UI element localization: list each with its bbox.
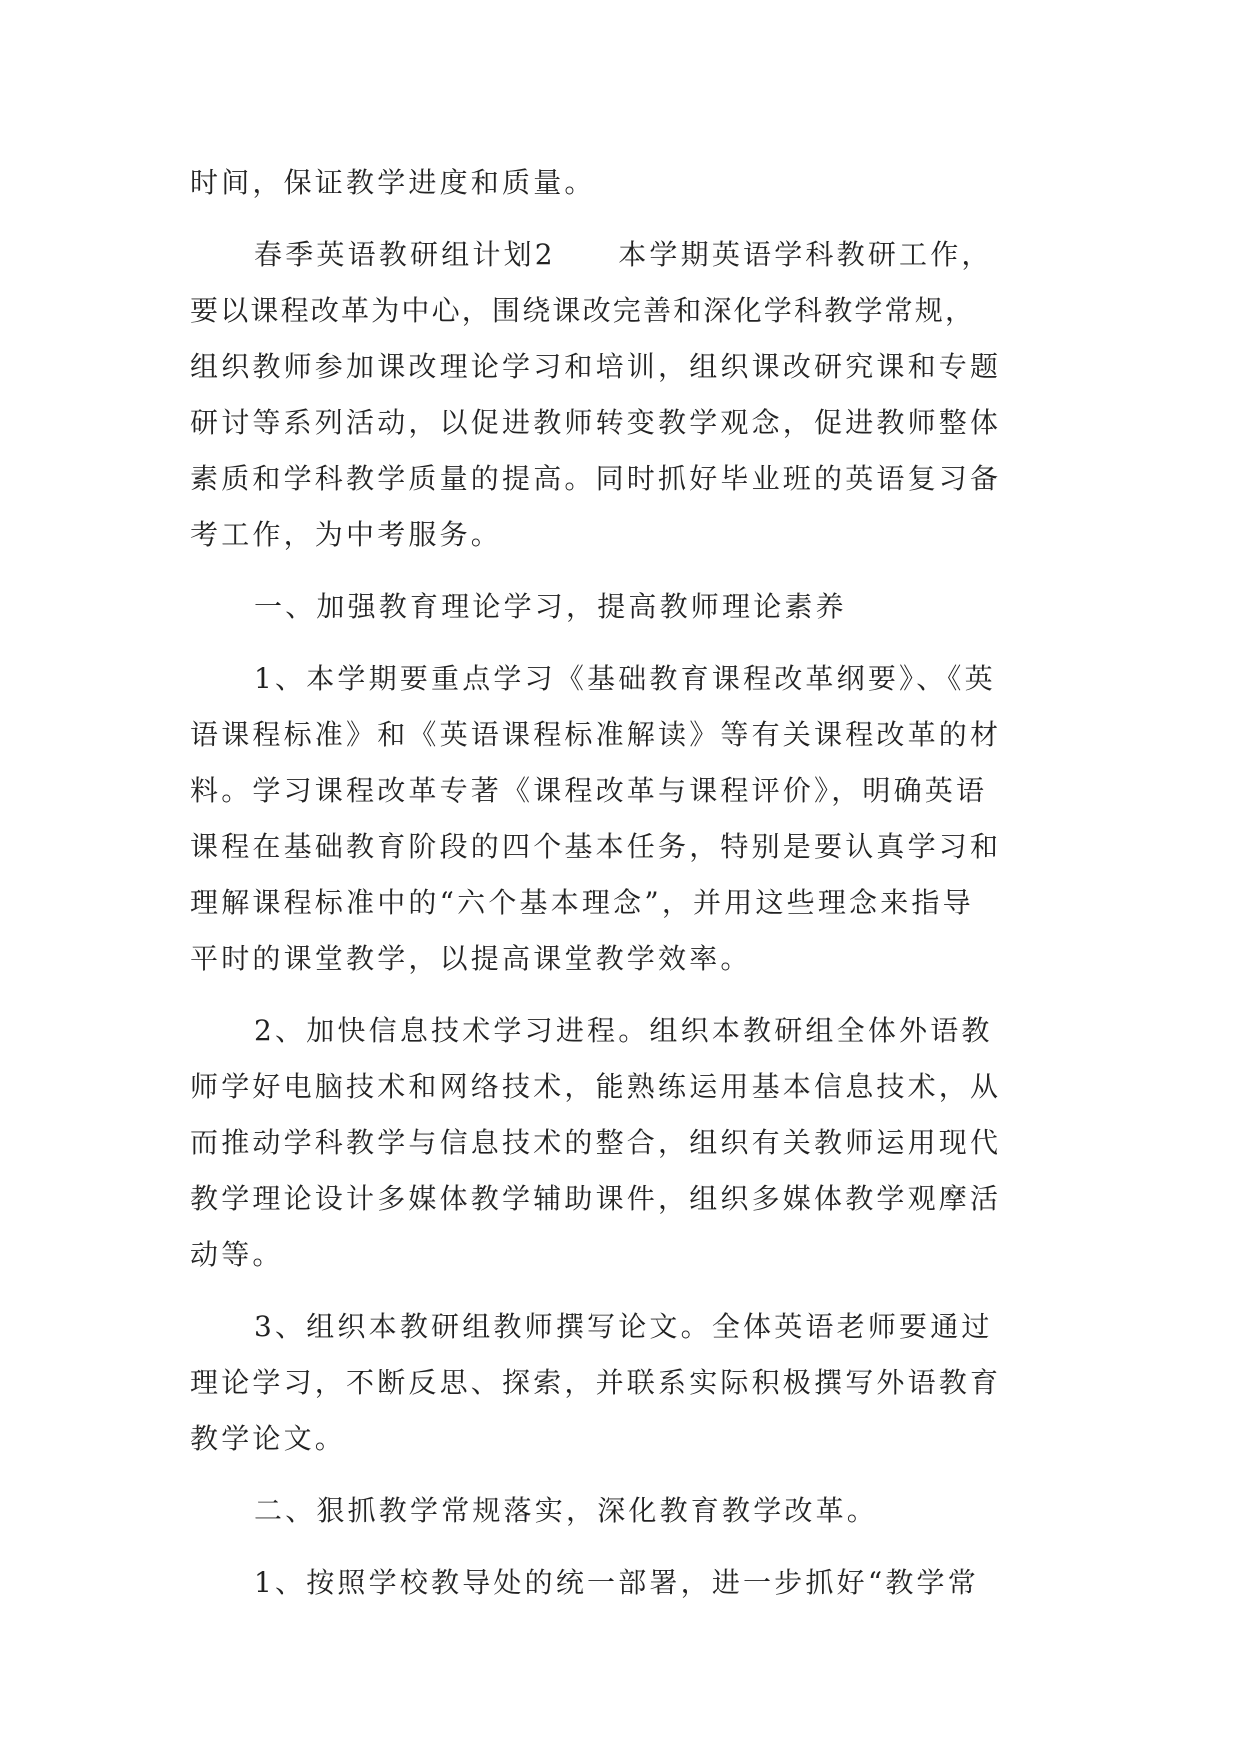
text-line: 1、按照学校教导处的统一部署，进一步抓好“教学常 [254,1566,979,1599]
text-line: 3、组织本教研组教师撰写论文。全体英语老师要通过 [254,1310,993,1343]
text-line: 素质和学科教学质量的提高。同时抓好毕业班的英语复习备 [190,462,1002,495]
text-line: 教学论文。 [190,1422,347,1455]
section-heading: 二、狠抓教学常规落实，深化教育教学改革。 [254,1494,879,1527]
text-line: 组织教师参加课改理论学习和培训，组织课改研究课和专题 [190,350,1002,383]
text-line: 理论学习，不断反思、探索，并联系实际积极撰写外语教育 [190,1366,1002,1399]
text-line: 要以课程改革为中心，围绕课改完善和深化学科教学常规， [190,294,976,327]
text-line: 动等。 [190,1238,284,1271]
section-heading: 一、加强教育理论学习，提高教师理论素养 [254,590,847,623]
text-line: 而推动学科教学与信息技术的整合，组织有关教师运用现代 [190,1126,1002,1159]
text-line: 师学好电脑技术和网络技术，能熟练运用基本信息技术，从 [190,1070,1002,1103]
text-line: 考工作，为中考服务。 [190,518,503,551]
text-line: 语课程标准》和《英语课程标准解读》等有关课程改革的材 [190,718,1002,751]
text-line: 课程在基础教育阶段的四个基本任务，特别是要认真学习和 [190,830,1002,863]
text-line: 教学理论设计多媒体教学辅助课件，组织多媒体教学观摩活 [190,1182,1002,1215]
text-line: 平时的课堂教学，以提高课堂教学效率。 [190,942,752,975]
text-line: 2、加快信息技术学习进程。组织本教研组全体外语教 [254,1014,993,1047]
text-line: 研讨等系列活动，以促进教师转变教学观念，促进教师整体 [190,406,1002,439]
document-body [190,155,1060,1611]
text-line: 料。学习课程改革专著《课程改革与课程评价》，明确英语 [190,774,988,807]
text-line: 时间，保证教学进度和质量。 [190,166,596,199]
text-line: 理解课程标准中的“六个基本理念”，并用这些理念来指导 [190,886,974,919]
text-line: 1、本学期要重点学习《基础教育课程改革纲要》、《英 [254,662,996,695]
text-line: 春季英语教研组计划2 本学期英语学科教研工作， [254,238,993,271]
